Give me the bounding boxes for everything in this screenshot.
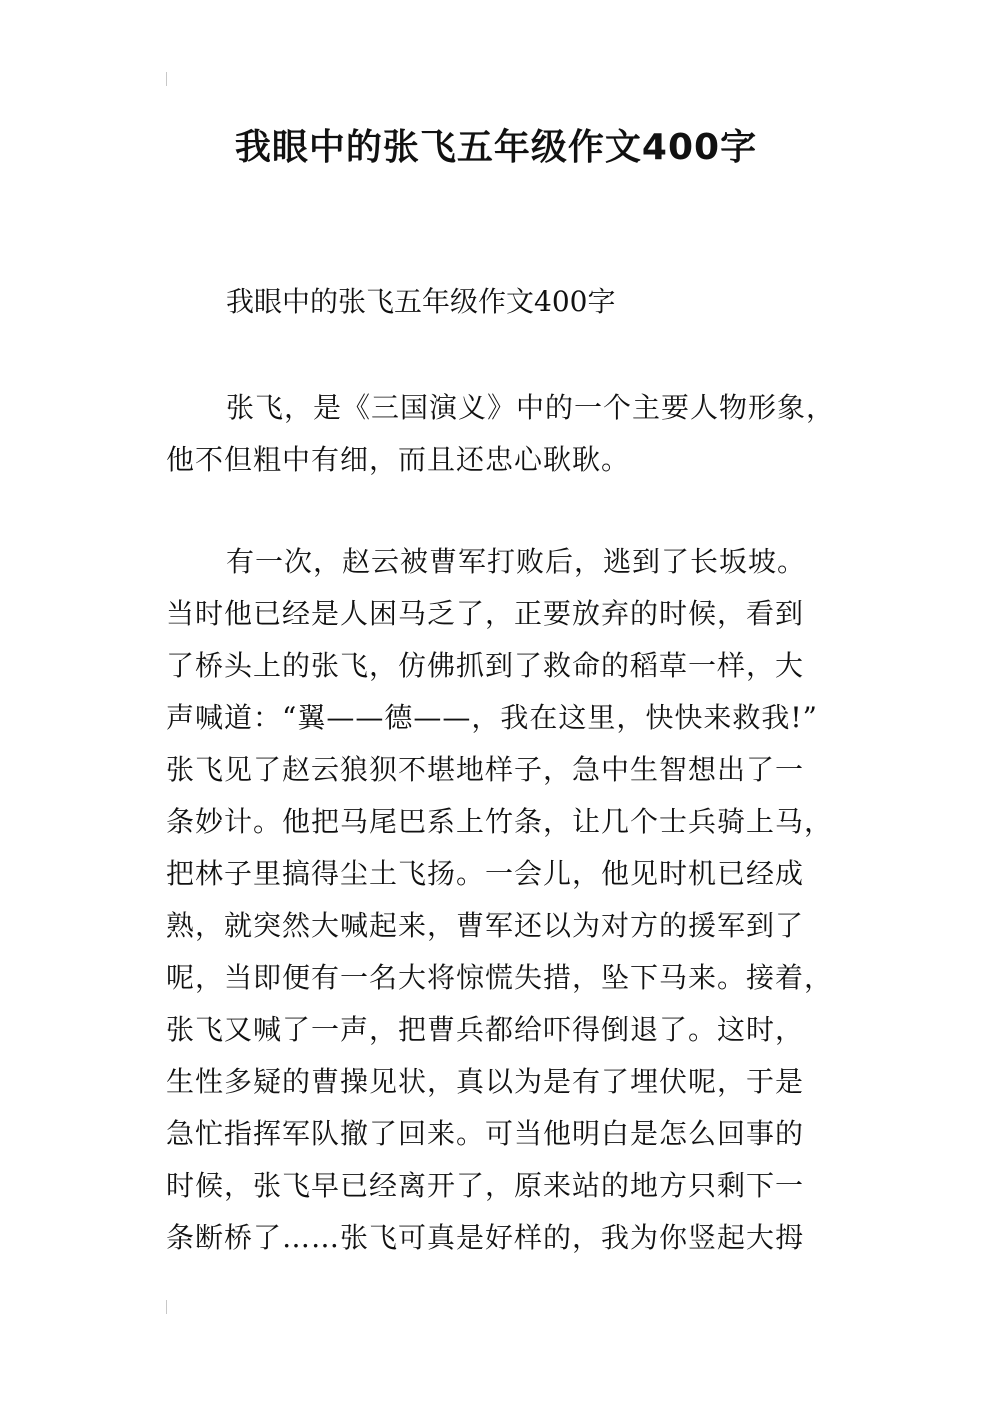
paragraph-2-line-2: 当时他已经是人困马乏了，正要放弃的时候，看到: [166, 597, 805, 630]
paragraph-2-line-7: 把林子里搞得尘土飞扬。一会儿，他见时机已经成: [166, 857, 805, 890]
paragraph-2-line-5: 张飞见了赵云狼狈不堪地样子，急中生智想出了一: [166, 753, 805, 786]
document-title: 我眼中的张飞五年级作文400字: [234, 127, 758, 168]
paragraph-2-line-3: 了桥头上的张飞，仿佛抓到了救命的稻草一样，大: [166, 649, 805, 682]
paragraph-2-line-4: 声喊道：“翼——德——，我在这里，快快来救我!”: [166, 701, 818, 734]
paragraph-2-line-14: 条断桥了……张飞可真是好样的，我为你竖起大拇: [166, 1221, 805, 1254]
paragraph-1-line-2: 他不但粗中有细，而且还忠心耿耿。: [166, 443, 631, 476]
paragraph-2-line-6: 条妙计。他把马尾巴系上竹条，让几个士兵骑上马，: [166, 805, 834, 838]
paragraph-2-line-12: 急忙指挥军队撤了回来。可当他明白是怎么回事的: [166, 1117, 805, 1150]
page-corner-mark-bottom: [166, 1300, 167, 1314]
paragraph-1-line-1: 张飞，是《三国演义》中的一个主要人物形象，: [226, 391, 836, 424]
paragraph-2-line-1: 有一次，赵云被曹军打败后，逃到了长坂坡。: [226, 545, 807, 578]
paragraph-2-line-9: 呢，当即便有一名大将惊慌失措，坠下马来。接着，: [166, 961, 834, 994]
paragraph-2-line-10: 张飞又喊了一声，把曹兵都给吓得倒退了。这时，: [166, 1013, 805, 1046]
paragraph-2-line-8: 熟，就突然大喊起来，曹军还以为对方的援军到了: [166, 909, 805, 942]
page-corner-mark-top: [166, 72, 167, 86]
paragraph-2-line-11: 生性多疑的曹操见状，真以为是有了埋伏呢，于是: [166, 1065, 805, 1098]
paragraph-2-line-13: 时候，张飞早已经离开了，原来站的地方只剩下一: [166, 1169, 805, 1202]
document-subtitle: 我眼中的张飞五年级作文400字: [226, 285, 616, 318]
